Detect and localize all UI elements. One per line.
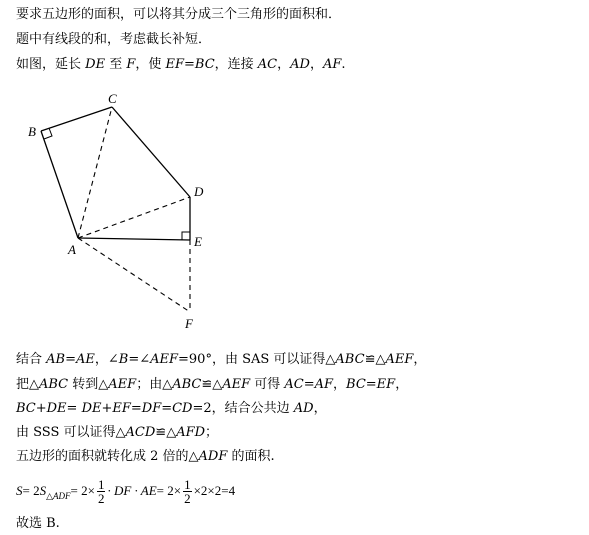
answer-line [16,515,60,533]
p1i: ， [413,352,427,367]
f-num1: 1 [97,476,105,492]
point-f: F [126,57,136,72]
intro-line-3 [16,56,346,74]
label-c: C [108,91,117,106]
p5c: 的面积. [227,449,275,464]
p1b: AB=AE [46,352,95,367]
p3b: =2，结合公共边 [192,401,294,416]
segment-ac: AC [257,57,278,72]
p1a: 结合 [16,352,47,367]
proof-line-1 [16,351,426,369]
p4a: 由 SSS 可以证得△ [16,425,126,440]
f-eq3: = 2× [156,483,182,498]
p2c: 转到△ [68,377,109,392]
intro-3-pre: 如图，延长 [16,57,86,72]
f-sub: △ADF [46,490,71,501]
intro-3-mid2: ，使 [135,57,166,72]
p1g: ≌△ [364,352,386,367]
p2a: 把△ [16,377,39,392]
intro-line-2 [16,31,211,49]
p5a: 五边形的面积就转化成 2 倍的△ [16,449,199,464]
p2g: ≌△ [201,377,223,392]
label-d: D [194,184,204,199]
f-eq2: = 2× [70,483,95,498]
p1e: =90°，由 SAS 可以证得△ [178,352,336,367]
proof-line-3 [16,400,327,418]
p2i: 可得 [250,377,285,392]
f-num2: 1 [184,476,191,492]
p4c: ≌△ [155,425,177,440]
edge-ea [78,238,190,240]
p2m: ， [395,377,409,392]
label-b: B [28,124,36,139]
proof-line-5 [16,448,275,466]
edge-ab [41,131,78,238]
proof-line-4 [16,424,218,442]
equation-ef-bc: EF=BC [165,57,215,72]
intro-3-end: . [341,57,346,72]
p2b: ABC [39,377,69,392]
segment-de: DE [85,57,106,72]
intro-3-mid3: ，连接 [214,57,258,72]
f-tail: ×2×2=4 [193,483,236,498]
f-den2: 2 [184,490,191,506]
f-s2: S [39,483,47,498]
fraction-half-2 [183,478,192,505]
fraction-half-1 [97,478,106,505]
p4e: ； [205,425,219,440]
intro-text-2: 题中有线段的和，考虑截长补短． [16,32,212,47]
p4b: ACD [125,425,156,440]
dashed-ad [78,197,190,238]
p3a: BC+DE= DE+EF=DF=CD [16,401,193,416]
f-den1: 2 [97,490,105,506]
geometry-figure [0,78,260,340]
label-e: E [194,234,202,249]
dashed-ac [78,107,112,238]
right-angle-e [182,232,190,240]
p3c: AD [293,401,314,416]
p1c: ，∠ [94,352,119,367]
p1h: AEF [385,352,414,367]
area-formula [16,474,235,508]
proof-line-2 [16,376,408,394]
p5b: ADF [198,449,228,464]
segment-af: AF [322,57,342,72]
edge-bc [41,107,112,131]
intro-line-1 [16,6,341,24]
p2d: AEF [108,377,137,392]
p2h: AEF [222,377,251,392]
p1f: ABC [335,352,365,367]
p2f: ABC [172,377,202,392]
p3d: ， [313,401,327,416]
sep-2: ， [309,57,323,72]
p2k: ， [333,377,347,392]
p2e: ；由△ [136,377,173,392]
p4d: AFD [176,425,206,440]
intro-3-mid1: 至 [105,57,127,72]
answer-text: 故选 B. [16,516,60,531]
f-s: S [16,483,23,498]
f-mid: · DF · AE [107,483,157,498]
edge-cd [112,107,190,197]
label-a: A [68,242,76,257]
p1d: B=∠AEF [118,352,179,367]
sep-1: ， [277,57,291,72]
label-f: F [185,316,193,331]
intro-text-1: 要求五边形的面积，可以将其分成三个三角形的面积和． [16,7,342,22]
f-eq1: = 2 [22,483,40,498]
p2l: BC=EF [346,377,396,392]
segment-ad: AD [290,57,310,72]
dashed-af [78,238,190,312]
p2j: AC=AF [284,377,334,392]
